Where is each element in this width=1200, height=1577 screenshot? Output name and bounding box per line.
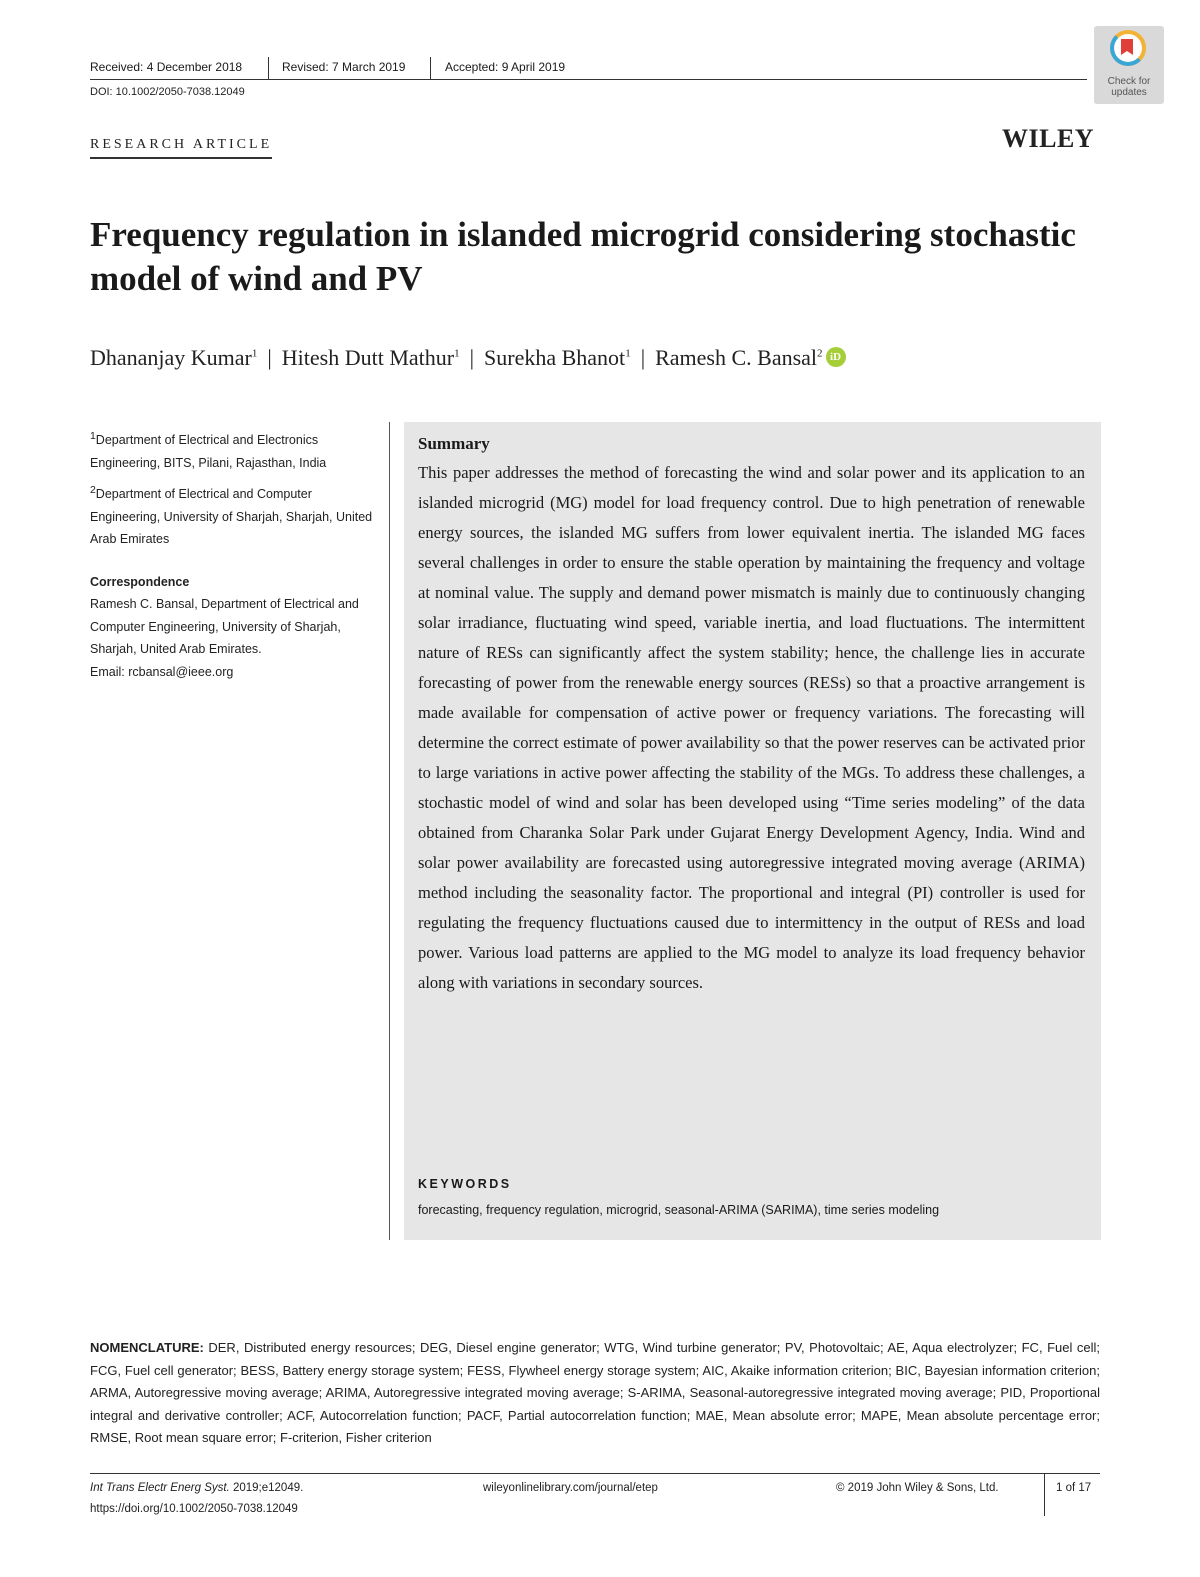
author-name: Ramesh C. Bansal (655, 345, 818, 370)
affiliation-text: Department of Electrical and Computer Engineering, University of Sharjah, Sharjah, United Arab Emirates (90, 487, 373, 547)
publication-history (90, 57, 1087, 80)
footer-divider (1044, 1474, 1045, 1516)
column-divider (389, 422, 390, 1240)
keywords-text: forecasting, frequency regulation, microgrid, seasonal-ARIMA (SARIMA), time series modeling (418, 1203, 940, 1217)
summary-text: This paper addresses the method of forecasting the wind and solar power and its application to an islanded microgrid (MG) model for load frequency control. Due to high penetration of renewable energy sources, the islanded MG suffers from lower equivalent inertia. The islanded MG faces several challenges in order to ensure the stable operation by maintaining the frequency and voltage at nominal value. The supply and demand power mismatch is mainly due to continuously changing solar irradiance, fluctuating wind speed, variable inertia, and load fluctuations. The intermittent nature of RESs can significantly affect the system stability; hence, the challenge lies in accurate forecasting of power from the renewable energy sources (RESs) so that a proactive arrangement is made available for compensation of active power or frequency variations. The forecasting will determine the correct estimate of power availability so that the power reserves can be activated prior to large variations in active power affecting the stability of the MGs. To address these challenges, a stochastic model of wind and solar has been developed using “Time series modeling” of the data obtained from Charanka Solar Park under Gujarat Energy Development Agency, India. Wind and solar power availability are forecasted using autoregressive integrated moving average (ARIMA) method including the seasonality factor. The proportional and integral (PI) controller is used for regulating the frequency fluctuations caused due to intermittency in the output of RESs and load power. Various load patterns are applied to the MG model to analyze its load frequency behavior along with variations in secondary sources. (418, 463, 1085, 992)
received-date: Received: 4 December 2018 (90, 60, 243, 74)
author-name: Hitesh Dutt Mathur (281, 345, 455, 370)
abstract-box (404, 422, 1101, 1240)
author-affiliation-mark: 1 (251, 347, 258, 360)
nomenclature-text: DER, Distributed energy resources; DEG, Diesel engine generator; WTG, Wind turbine generator; PV, Photovoltaic; AE, Aqua electrolyzer; FC, Fuel cell; FCG, Fuel cell generator; BESS, Battery energy storage system; FESS, Flywheel energy storage system; AIC, Akaike information criterion; BIC, Bayesian information criterion; ARMA, Autoregressive moving average; ARIMA, Autoregressive integrated moving average; S-ARIMA, Seasonal-autoregressive integrated moving average; PID, Proportional integral and derivative controller; ACF, Autocorrelation function; PACF, Partial autocorrelation function; MAE, Mean absolute error; MAPE, Mean absolute percentage error; RMSE, Root mean square error; F-criterion, Fisher criterion (90, 1340, 1100, 1445)
affiliation-1 (90, 426, 380, 474)
publisher-logo: WILEY (1002, 124, 1095, 153)
check-updates-label: Check for updates (1107, 76, 1151, 98)
correspondence-email[interactable]: Email: rcbansal@ieee.org (90, 664, 234, 679)
keywords-heading: KEYWORDS (418, 1177, 512, 1191)
affiliation-2 (90, 480, 380, 551)
page-number: 1 of 17 (1056, 1482, 1092, 1494)
author-name: Surekha Bhanot (484, 345, 626, 370)
check-for-updates-badge[interactable] (1094, 26, 1164, 104)
doi[interactable]: DOI: 10.1002/2050-7038.12049 (90, 86, 245, 98)
nomenclature-label: NOMENCLATURE: (90, 1340, 204, 1355)
correspondence-heading: Correspondence (90, 574, 190, 589)
divider (430, 57, 431, 79)
article-type: RESEARCH ARTICLE (90, 137, 272, 159)
nomenclature (90, 1337, 1100, 1450)
author-affiliation-mark: 1 (625, 347, 631, 360)
journal-name: Int Trans Electr Energ Syst. (90, 1482, 230, 1494)
journal-website-link[interactable]: wileyonlinelibrary.com/journal/etep (483, 1482, 658, 1494)
journal-volume: 2019;e12049. (229, 1482, 304, 1494)
author-list: Dhananjay Kumar$^1$ | Hitesh Dutt Mathur$^1$ | Surekha Bhanot$^1$ | Ramesh C. Bansal$^2$ iD (90, 345, 846, 371)
summary-heading: Summary (418, 434, 490, 453)
correspondence-text: Ramesh C. Bansal, Department of Electrical and Computer Engineering, University of Sharjah, Sharjah, United Arab Emirates. (90, 597, 359, 657)
author-affiliation-mark: 2 (817, 347, 823, 360)
copyright: © 2019 John Wiley & Sons, Ltd. (836, 1482, 999, 1494)
affiliation-text: Department of Electrical and Electronics Engineering, BITS, Pilani, Rajasthan, India (90, 433, 327, 470)
orcid-icon[interactable]: iD (826, 347, 846, 367)
affiliation-number: 2 (90, 485, 96, 497)
journal-citation (90, 1482, 303, 1494)
author-name: Dhananjay Kumar (90, 345, 252, 370)
paper-title: Frequency regulation in islanded microgrid considering stochastic model of wind and PV (90, 215, 1076, 298)
author-affiliation-mark: 1 (454, 347, 460, 360)
divider (268, 57, 269, 79)
footer-rule (90, 1473, 1100, 1474)
accepted-date: Accepted: 9 April 2019 (445, 60, 566, 74)
doi-link[interactable]: https://doi.org/10.1002/2050-7038.12049 (90, 1503, 298, 1515)
revised-date: Revised: 7 March 2019 (282, 60, 406, 74)
affiliations-column (90, 426, 380, 683)
affiliation-number: 1 (90, 431, 96, 442)
